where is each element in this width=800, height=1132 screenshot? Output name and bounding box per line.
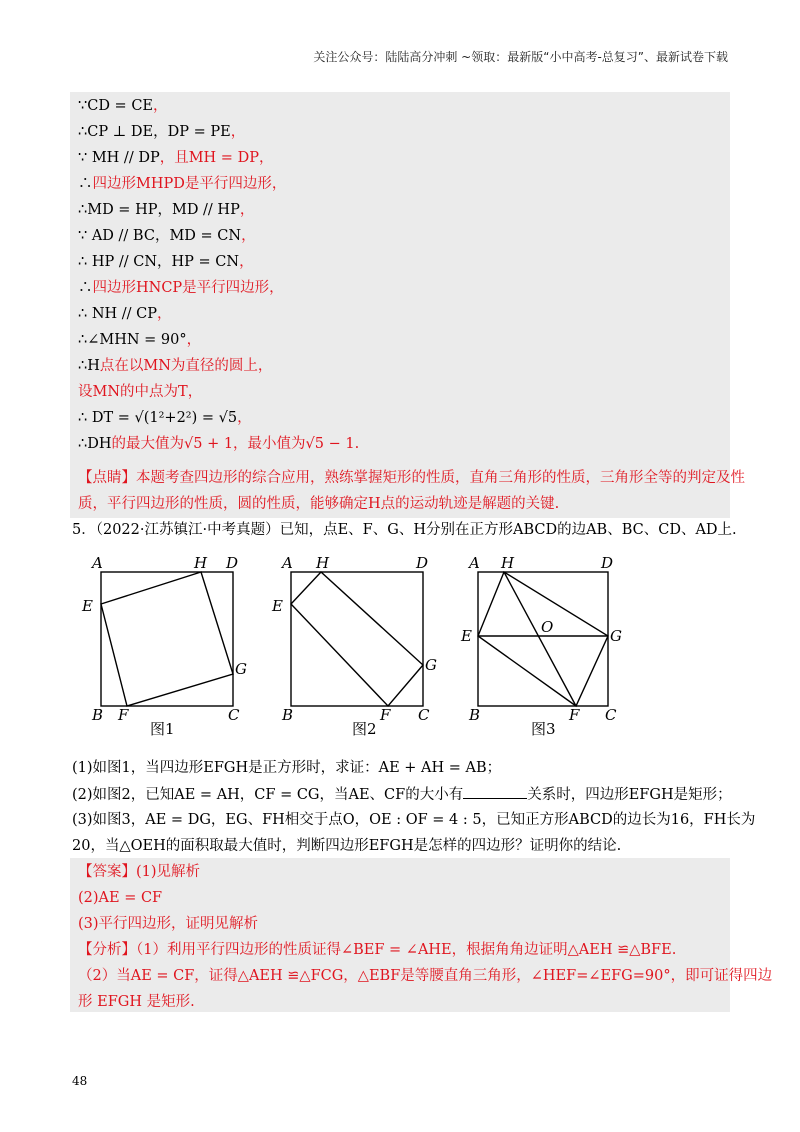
- fig3-label-d: D: [601, 554, 614, 572]
- analysis-line-2: （2）当AE = CF，证得△AEH ≌△FCG，△EBF是等腰直角三角形，∠HEF=∠EFG=90°，即可证得四边: [78, 968, 773, 984]
- solution-line: ∴ NH // CP，: [78, 306, 172, 322]
- fig3-efgh: [478, 572, 608, 706]
- answer-line-1: 【答案】(1)见解析: [78, 864, 201, 880]
- solution-line: ∴H点在以MN为直径的圆上，: [78, 358, 273, 374]
- solution-line: ∴ HP // CN，HP = CN，: [78, 254, 254, 270]
- answer-blank[interactable]: [463, 784, 527, 799]
- solution-line: ∴ DT = √(1²+2²) = √5，: [78, 410, 252, 426]
- question-stem: 5．（2022·江苏镇江·中考真题）已知，点E、F、G、H分别在正方形ABCD的边AB、BC、CD、AD上.: [72, 522, 737, 538]
- fig3-caption: 图3: [531, 720, 556, 738]
- comment-line-2: 质，平行四边形的性质，圆的性质，能够确定H点的运动轨迹是解题的关键.: [78, 496, 560, 512]
- figure-1: [78, 548, 268, 743]
- fig1-label-h: H: [194, 554, 208, 572]
- fig3-label-a: A: [469, 554, 480, 572]
- fig3-label-e: E: [461, 627, 472, 645]
- question-part-1: (1)如图1，当四边形EFGH是正方形时，求证：AE + AH = AB；: [72, 760, 502, 776]
- answer-line-2: (2)AE = CF: [78, 890, 163, 906]
- figure-2: [268, 548, 458, 743]
- page-header: 关注公众号：陆陆高分冲刺 ~领取：最新版“小中高考-总复习”、最新试卷下载: [313, 50, 728, 64]
- figure-3: [455, 548, 645, 743]
- fig2-efgh: [291, 572, 423, 706]
- question-part-2: (2)如图2，已知AE = AH，CF = CG，当AE、CF的大小有 关系时，四边形EFGH是矩形；: [72, 784, 732, 805]
- solution-line: ∴四边形MHPD是平行四边形，: [78, 176, 287, 192]
- fig2-label-e: E: [272, 597, 283, 615]
- fig1-label-f: F: [118, 706, 129, 724]
- fig1-label-c: C: [228, 706, 240, 724]
- fig2-label-b: B: [282, 706, 294, 724]
- fig3-label-c: C: [605, 706, 617, 724]
- fig2-label-g: G: [425, 656, 437, 674]
- fig2-label-f: F: [380, 706, 391, 724]
- fig3-label-g: G: [610, 627, 622, 645]
- solution-line: ∵CD = CE，: [78, 98, 168, 114]
- solution-line: ∴CP ⊥ DE，DP = PE，: [78, 124, 246, 140]
- fig3-square: [478, 572, 608, 706]
- fig2-label-a: A: [282, 554, 293, 572]
- fig1-label-a: A: [92, 554, 103, 572]
- fig2-caption: 图2: [352, 720, 377, 738]
- solution-line: ∴四边形HNCP是平行四边形，: [78, 280, 284, 296]
- solution-line: 设MN的中点为T，: [78, 384, 203, 400]
- fig2-label-h: H: [316, 554, 330, 572]
- fig2-label-c: C: [418, 706, 430, 724]
- analysis-tag: 【分析】: [78, 942, 136, 958]
- fig1-caption: 图1: [150, 720, 175, 738]
- fig3-label-o: O: [541, 618, 554, 636]
- fig2-label-d: D: [416, 554, 429, 572]
- question-part-3-line-2: 20，当△OEH的面积取最大值时，判断四边形EFGH是怎样的四边形？证明你的结论.: [72, 838, 622, 854]
- fig1-label-b: B: [92, 706, 104, 724]
- solution-line: ∴DH的最大值为√5 + 1，最小值为√5 − 1.: [78, 436, 360, 452]
- solution-line: ∵ AD // BC，MD = CN，: [78, 228, 256, 244]
- fig1-label-d: D: [226, 554, 239, 572]
- answer-line-3: (3)平行四边形，证明见解析: [78, 916, 259, 932]
- question-part-3-line-1: (3)如图3，AE = DG，EG、FH相交于点O，OE : OF = 4 : 5，已知正方形ABCD的边长为16，FH长为: [72, 812, 756, 828]
- fig3-hf-segment: [504, 572, 576, 706]
- comment-line-1: 【点睛】本题考查四边形的综合应用，熟练掌握矩形的性质，直角三角形的性质，三角形全等的判定及性: [78, 470, 745, 486]
- fig3-label-f: F: [569, 706, 580, 724]
- fig1-label-e: E: [82, 597, 93, 615]
- fig1-efgh: [101, 572, 233, 706]
- analysis-line-1: 【分析】（1）利用平行四边形的性质证得∠BEF = ∠AHE，根据角角边证明△AEH ≌△BFE.: [78, 942, 677, 958]
- fig3-label-b: B: [469, 706, 481, 724]
- comment-tag: 【点睛】: [78, 470, 136, 486]
- fig2-square: [291, 572, 423, 706]
- answer-tag: 【答案】: [78, 864, 136, 880]
- fig3-label-h: H: [501, 554, 515, 572]
- solution-line: ∴MD = HP，MD // HP，: [78, 202, 255, 218]
- fig1-label-g: G: [235, 660, 247, 678]
- page-number: 48: [72, 1074, 88, 1088]
- fig1-square: [101, 572, 233, 706]
- analysis-line-3: 形 EFGH 是矩形.: [78, 994, 195, 1010]
- solution-line: ∴∠MHN = 90°，: [78, 332, 202, 348]
- solution-line: ∵ MH // DP，且MH = DP，: [78, 150, 274, 166]
